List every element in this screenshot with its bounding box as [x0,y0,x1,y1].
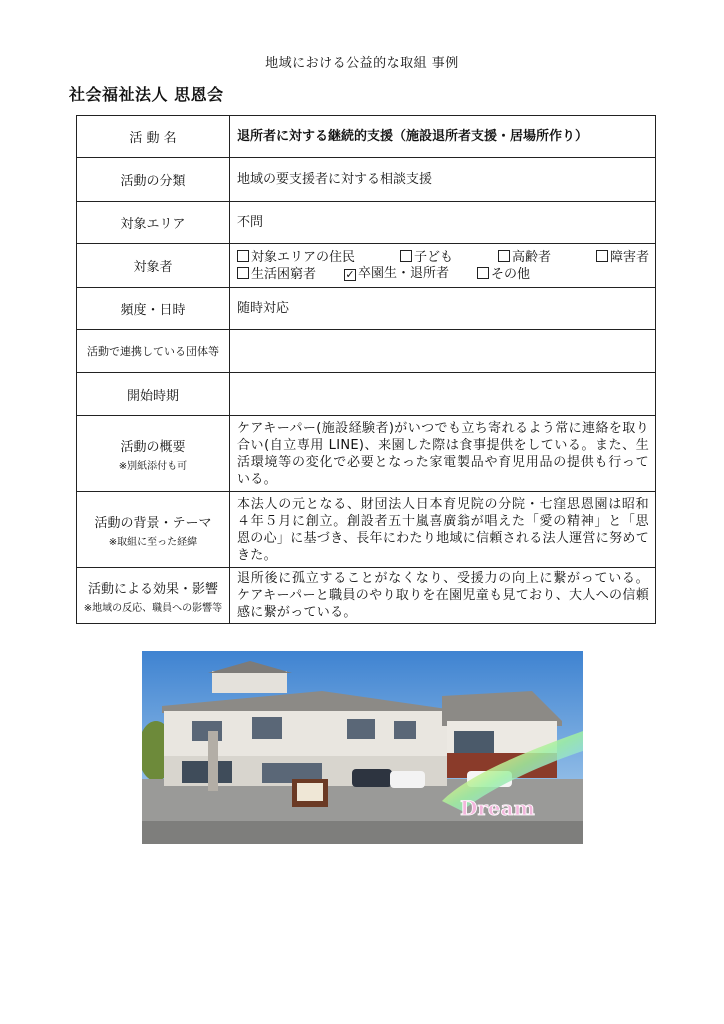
checkbox [477,267,489,279]
checkbox: ✓ [345,267,355,281]
window [252,717,282,739]
frequency-label: 頻度・日時 [77,288,230,330]
car [352,769,392,787]
row-category [77,158,656,202]
activity-info-table [76,115,656,624]
area-value: 不問 [230,202,656,244]
background-label-text: 活動の背景・テーマ [94,515,212,531]
effect-label [77,568,230,624]
row-frequency [77,288,656,330]
overview-label [77,416,230,492]
document-title: 地域における公益的な取組 事例 [265,56,459,71]
target-options-line-2 [237,266,649,283]
checkbox [237,267,249,279]
effect-value: 退所後に孤立することがなくなり、受援力の向上に繋がっている。ケアキーパーと職員のやり取りを在園児童も見ており、大人への信頼感に繋がっている。 [230,568,656,624]
effect-sublabel: ※地域の反応、職員への影響等 [83,602,223,614]
frequency-value: 随時対応 [230,288,656,330]
road [142,821,583,844]
activity-name-label: 活 動 名 [77,116,230,158]
overview-label-text: 活動の概要 [120,439,186,455]
right-wing-window [454,731,494,753]
target-options-line-1 [237,249,649,266]
checkbox [400,250,412,262]
sign-board-face [297,783,323,801]
row-effect [77,568,656,624]
start-label: 開始時期 [77,373,230,416]
entrance-glass [182,761,232,783]
rooftop-room [212,671,287,693]
checkbox [596,250,608,262]
facility-photo [142,651,583,844]
row-background [77,492,656,568]
target-option: 対象エリアの住民 [237,249,355,266]
target-option: 高齢者 [498,249,551,266]
row-overview [77,416,656,492]
dream-text: Dream [460,796,535,820]
category-label: 活動の分類 [77,158,230,202]
row-area [77,202,656,244]
target-option: ✓ 卒園生・退所者 [345,265,450,281]
window [347,719,375,739]
background-label [77,492,230,568]
activity-name-value: 退所者に対する継続的支援（施設退所者支援・居場所作り） [230,116,656,158]
row-start [77,373,656,416]
area-label: 対象エリア [77,202,230,244]
partners-label: 活動で連携している団体等 [77,330,230,373]
target-option: 障害者 [596,249,649,266]
overview-value: ケアキーパー(施設経験者)がいつでも立ち寄れるよう常に連絡を取り合い(自立専用 LINE)、来園した際は食事提供をしている。また、生活環境等の変化で必要となった家電製品や育児用品の提供も行っている。 [230,416,656,492]
checkbox [498,250,510,262]
category-value: 地域の要支援者に対する相談支援 [230,158,656,202]
row-partners [77,330,656,373]
organization-name: 社会福祉法人 思恩会 [69,85,224,104]
start-value [230,373,656,416]
checkbox [237,250,249,262]
partners-value [230,330,656,373]
target-option: 生活困窮者 [237,266,316,283]
pillar [208,731,218,791]
effect-label-text: 活動による効果・影響 [87,581,218,597]
facility-photo-illustration [142,651,583,844]
target-option: その他 [477,266,530,283]
overview-sublabel: ※別紙添付も可 [118,460,188,472]
target-options [230,244,656,288]
row-activity-name [77,116,656,158]
target-option: 子ども [400,249,453,266]
target-label: 対象者 [77,244,230,288]
background-value: 本法人の元となる、財団法人日本育児院の分院・七窪思恩園は昭和４年５月に創立。創設者五十嵐喜廣翁が唱えた「愛の精神」と「思恩の心」に基づき、長年にわたり地域に信頼される法人運営に努めてきた。 [230,492,656,568]
row-target [77,244,656,288]
window [394,721,416,739]
background-sublabel: ※取組に至った経緯 [108,536,198,548]
car [390,771,425,788]
